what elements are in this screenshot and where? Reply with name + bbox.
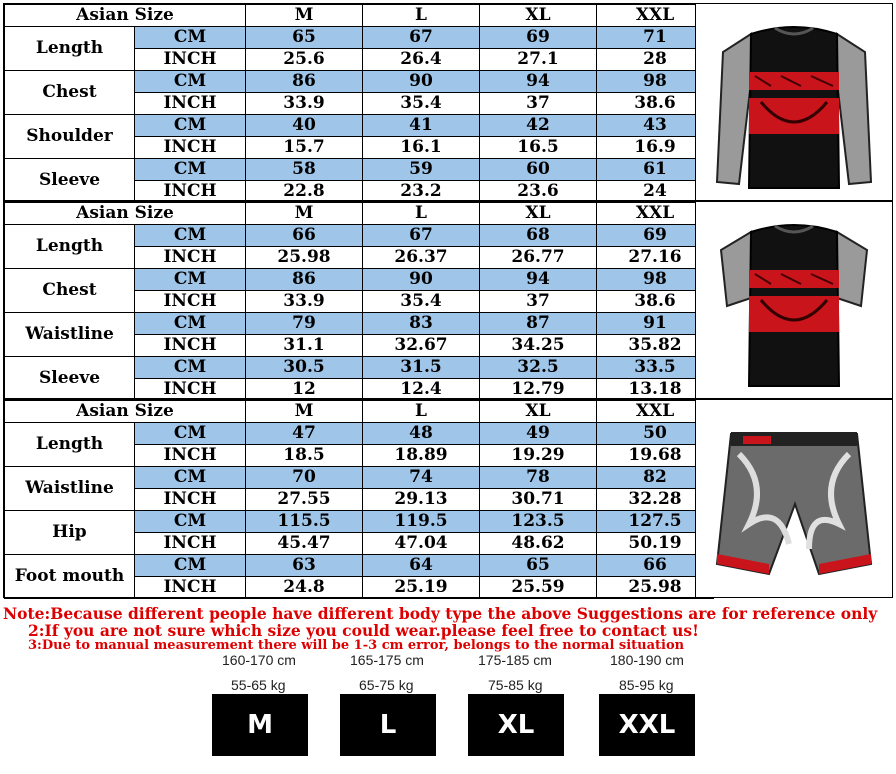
inch-value-m: 24.8 [246,577,363,599]
unit-inch: INCH [135,247,246,269]
asian-size-header: Asian Size [5,5,246,27]
inch-value-xl: 19.29 [480,445,597,467]
measure-label: Length [5,225,135,269]
cm-value-l: 59 [363,159,480,181]
guide-size-xxl: XXL [599,694,695,756]
size-table [4,400,714,599]
inch-value-xl: 37 [480,93,597,115]
size-header-m: M [246,5,363,27]
note-line-1: Note:Because different people have different body type the above Suggestions are for reference only [3,604,878,623]
size-table-block [3,399,893,598]
cm-value-xxl: 91 [597,313,714,335]
cm-value-xl: 32.5 [480,357,597,379]
inch-value-l: 26.4 [363,49,480,71]
cm-value-xl: 94 [480,71,597,93]
inch-value-xl: 48.62 [480,533,597,555]
measure-label: Foot mouth [5,555,135,599]
unit-cm: CM [135,357,246,379]
unit-inch: INCH [135,445,246,467]
unit-inch: INCH [135,379,246,401]
unit-inch: INCH [135,335,246,357]
size-table [4,4,714,203]
unit-inch: INCH [135,137,246,159]
inch-value-m: 45.47 [246,533,363,555]
unit-cm: CM [135,555,246,577]
unit-inch: INCH [135,93,246,115]
unit-inch: INCH [135,577,246,599]
guide-height-xxl: 180-190 cm [610,652,684,668]
fight-shorts-icon [695,400,892,597]
inch-value-xl: 37 [480,291,597,313]
guide-weight-m: 55-65 kg [231,677,286,693]
guide-height-m: 160-170 cm [222,652,296,668]
measure-label: Waistline [5,467,135,511]
unit-cm: CM [135,467,246,489]
cm-value-xxl: 127.5 [597,511,714,533]
cm-value-xxl: 69 [597,225,714,247]
size-header-xl: XL [480,203,597,225]
size-header-xxl: XXL [597,203,714,225]
inch-value-xxl: 13.18 [597,379,714,401]
size-table-block [3,3,893,201]
measure-label: Hip [5,511,135,555]
guide-height-l: 165-175 cm [350,652,424,668]
inch-value-l: 32.67 [363,335,480,357]
size-table [4,202,714,401]
size-header-xxl: XXL [597,5,714,27]
inch-value-xxl: 38.6 [597,93,714,115]
cm-value-l: 64 [363,555,480,577]
guide-height-xl: 175-185 cm [478,652,552,668]
unit-cm: CM [135,115,246,137]
size-header-l: L [363,401,480,423]
inch-value-xxl: 19.68 [597,445,714,467]
inch-value-xl: 23.6 [480,181,597,203]
guide-size-l: L [340,694,436,756]
guide-weight-xxl: 85-95 kg [619,677,674,693]
unit-cm: CM [135,269,246,291]
inch-value-xxl: 35.82 [597,335,714,357]
inch-value-m: 27.55 [246,489,363,511]
cm-value-l: 83 [363,313,480,335]
cm-value-m: 58 [246,159,363,181]
cm-value-l: 48 [363,423,480,445]
cm-value-m: 66 [246,225,363,247]
unit-cm: CM [135,313,246,335]
guide-weight-xl: 75-85 kg [488,677,543,693]
inch-value-l: 23.2 [363,181,480,203]
unit-cm: CM [135,225,246,247]
cm-value-xl: 94 [480,269,597,291]
note-line-2: 2:If you are not sure which size you could wear.please feel free to contact us! [28,621,699,640]
cm-value-xxl: 43 [597,115,714,137]
inch-value-m: 25.98 [246,247,363,269]
unit-cm: CM [135,71,246,93]
cm-value-l: 31.5 [363,357,480,379]
unit-inch: INCH [135,489,246,511]
long-sleeve-rashguard-icon [695,4,892,200]
measure-label: Shoulder [5,115,135,159]
unit-cm: CM [135,159,246,181]
size-header-l: L [363,5,480,27]
inch-value-m: 33.9 [246,291,363,313]
size-header-l: L [363,203,480,225]
inch-value-xxl: 16.9 [597,137,714,159]
inch-value-l: 29.13 [363,489,480,511]
cm-value-xxl: 33.5 [597,357,714,379]
cm-value-xxl: 50 [597,423,714,445]
inch-value-m: 31.1 [246,335,363,357]
cm-value-xl: 78 [480,467,597,489]
cm-value-m: 63 [246,555,363,577]
size-header-xl: XL [480,401,597,423]
inch-value-l: 35.4 [363,93,480,115]
inch-value-xxl: 28 [597,49,714,71]
note-line-3: 3:Due to manual measurement there will be 1-3 cm error, belongs to the normal situation [28,638,685,653]
unit-cm: CM [135,511,246,533]
unit-cm: CM [135,423,246,445]
inch-value-l: 12.4 [363,379,480,401]
guide-size-xl: XL [468,694,564,756]
measure-label: Length [5,27,135,71]
inch-value-xl: 27.1 [480,49,597,71]
cm-value-m: 86 [246,269,363,291]
measure-label: Length [5,423,135,467]
inch-value-m: 25.6 [246,49,363,71]
cm-value-xl: 60 [480,159,597,181]
inch-value-xxl: 38.6 [597,291,714,313]
cm-value-xxl: 82 [597,467,714,489]
inch-value-m: 15.7 [246,137,363,159]
inch-value-m: 12 [246,379,363,401]
cm-value-xxl: 98 [597,71,714,93]
cm-value-xl: 65 [480,555,597,577]
inch-value-xl: 30.71 [480,489,597,511]
inch-value-l: 18.89 [363,445,480,467]
cm-value-m: 86 [246,71,363,93]
cm-value-l: 90 [363,269,480,291]
cm-value-m: 79 [246,313,363,335]
cm-value-xl: 68 [480,225,597,247]
unit-inch: INCH [135,291,246,313]
measure-label: Sleeve [5,159,135,203]
inch-value-xl: 12.79 [480,379,597,401]
unit-inch: INCH [135,533,246,555]
asian-size-header: Asian Size [5,203,246,225]
inch-value-l: 47.04 [363,533,480,555]
inch-value-m: 18.5 [246,445,363,467]
unit-inch: INCH [135,181,246,203]
size-header-m: M [246,203,363,225]
inch-value-l: 26.37 [363,247,480,269]
inch-value-xl: 34.25 [480,335,597,357]
unit-inch: INCH [135,49,246,71]
cm-value-xxl: 66 [597,555,714,577]
inch-value-xl: 25.59 [480,577,597,599]
cm-value-xxl: 71 [597,27,714,49]
size-header-xl: XL [480,5,597,27]
cm-value-l: 119.5 [363,511,480,533]
cm-value-l: 41 [363,115,480,137]
inch-value-xxl: 50.19 [597,533,714,555]
size-table-block [3,201,893,399]
asian-size-header: Asian Size [5,401,246,423]
cm-value-m: 30.5 [246,357,363,379]
cm-value-l: 67 [363,27,480,49]
cm-value-m: 65 [246,27,363,49]
cm-value-m: 70 [246,467,363,489]
measure-label: Chest [5,269,135,313]
unit-cm: CM [135,27,246,49]
size-chart [3,3,893,598]
cm-value-l: 90 [363,71,480,93]
inch-value-m: 22.8 [246,181,363,203]
cm-value-xl: 123.5 [480,511,597,533]
size-header-m: M [246,401,363,423]
short-sleeve-rashguard-icon [695,202,892,398]
inch-value-m: 33.9 [246,93,363,115]
inch-value-xxl: 25.98 [597,577,714,599]
measure-label: Sleeve [5,357,135,401]
inch-value-l: 35.4 [363,291,480,313]
cm-value-l: 67 [363,225,480,247]
measure-label: Chest [5,71,135,115]
inch-value-l: 16.1 [363,137,480,159]
guide-weight-l: 65-75 kg [359,677,414,693]
inch-value-xxl: 24 [597,181,714,203]
cm-value-xxl: 98 [597,269,714,291]
cm-value-xl: 42 [480,115,597,137]
size-header-xxl: XXL [597,401,714,423]
guide-size-m: M [212,694,308,756]
cm-value-xl: 87 [480,313,597,335]
inch-value-xxl: 32.28 [597,489,714,511]
measure-label: Waistline [5,313,135,357]
inch-value-xl: 16.5 [480,137,597,159]
inch-value-l: 25.19 [363,577,480,599]
cm-value-xxl: 61 [597,159,714,181]
cm-value-m: 115.5 [246,511,363,533]
cm-value-m: 47 [246,423,363,445]
cm-value-m: 40 [246,115,363,137]
cm-value-xl: 49 [480,423,597,445]
cm-value-l: 74 [363,467,480,489]
inch-value-xl: 26.77 [480,247,597,269]
cm-value-xl: 69 [480,27,597,49]
inch-value-xxl: 27.16 [597,247,714,269]
